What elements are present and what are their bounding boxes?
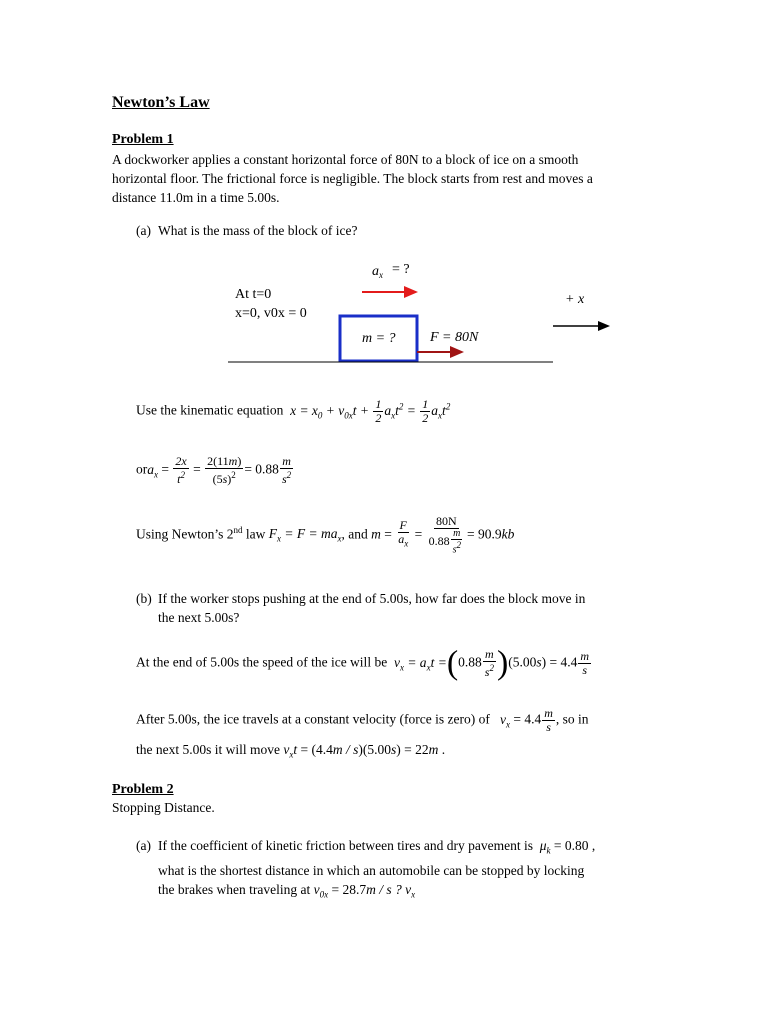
part-a-question: What is the mass of the block of ice?	[158, 223, 358, 238]
p2-line-2: what is the shortest distance in which an automobile can be stopped by locking	[158, 862, 585, 878]
problem-1-intro	[112, 150, 652, 207]
part-a-label: (a)	[136, 223, 151, 238]
after-text-1: After 5.00s, the ice travels at a constant velocity (force is zero) of	[136, 711, 490, 727]
v-value: = 28.7	[331, 881, 367, 897]
newton-law-line: Using Newton’s 2nd law $F_x = F = ma_x$, and m = $\frac{F}{a_x}$ = 80N 0.88 $\frac{m}{s^2}$ = 90.9kb	[136, 514, 515, 556]
axis-label: + x	[565, 292, 585, 307]
kinematic-equation-line	[136, 398, 450, 425]
distance-line: the next 5.00s it will move $v_xt = (4.4m / s)(5.00s) = 22m$ .	[136, 742, 446, 760]
mu-value: = 0.80 ,	[553, 838, 596, 853]
problem-1-part-b	[136, 589, 646, 627]
mass-result: = 90.9	[467, 526, 502, 542]
speed-line: At the end of 5.00s the speed of the ice will be $v_x = a_xt =(0.88$ $\frac{m}{s^2}$ )(5.00s) = 4.4 $\frac{m}{s}$	[136, 644, 590, 682]
accel-symbol: $a_x$	[372, 264, 383, 280]
newton-sup: nd	[233, 524, 243, 535]
newton-text-1: Using Newton’s 2	[136, 526, 234, 542]
intro-line-2: horizontal floor. The frictional force is negligible. The block starts from rest and moves a	[112, 171, 593, 186]
p2-line-1: If the coefficient of kinetic friction between tires and dry pavement is	[158, 838, 533, 853]
and-text: , and	[341, 526, 368, 542]
problem-1-part-a	[136, 221, 646, 240]
accel-value: 0.88	[428, 533, 450, 548]
velocity-line: After 5.00s, the ice travels at a constant velocity (force is zero) of $v_x = 4.4$ $\frac{m}{s}$ , so in	[136, 706, 589, 734]
problem-1-heading: Problem 1	[112, 132, 174, 147]
or-text: or	[136, 461, 148, 477]
force-diagram	[0, 255, 768, 370]
block-label: m = ?	[362, 331, 396, 346]
page-title: Newton’s Law	[112, 94, 210, 111]
kinematic-equation: $x = x_0 + v_{0x}t$ + $\frac{1}{2}$ $a_xt^2$ = $\frac{1}{2}$ $a_xt^2$	[286, 397, 451, 425]
axis-arrowhead	[598, 321, 610, 331]
mass-unit: kb	[501, 526, 515, 542]
after-text-3: the next 5.00s it will move	[136, 742, 280, 757]
problem-2-part-a: (a) If the coefficient of kinetic friction between tires and dry pavement is $\mu_k = 0.80$ , what is the shortest distance in which an automobile can be stopped by locking the brakes when traveling at $v_{0x} = 28.7m / s$ ? $v_x$	[136, 836, 646, 904]
p2-line-3: the brakes when traveling at	[158, 881, 311, 897]
part-b-label: (b)	[136, 591, 152, 606]
force-label: F = 80N	[430, 330, 479, 345]
acceleration-line: ora$_x$ = $\frac{2x}{t^2}$ = $\frac{2(11m)}{(5s)^2}$ = 0.88 $\frac{m}{s^2}$	[136, 454, 292, 486]
part-b-question-1: If the worker stops pushing at the end of 5.00s, how far does the block move in	[158, 591, 586, 606]
after-text-2: , so in	[555, 711, 589, 727]
accel-result: = 0.88	[244, 461, 279, 477]
kinematic-text: Use the kinematic equation	[136, 402, 284, 418]
speed-text: At the end of 5.00s the speed of the ice will be	[136, 654, 388, 670]
v-unit: m / s ?	[366, 881, 402, 897]
accel-label: = ?	[392, 262, 410, 277]
force-value: 80N	[435, 514, 457, 528]
intro-line-3: distance 11.0m in a time 5.00s.	[112, 190, 280, 205]
problem-2-heading: Problem 2	[112, 782, 174, 797]
start-condition-1: At t=0	[235, 287, 272, 302]
newton-text-2: law	[245, 526, 266, 542]
accel-arrowhead	[404, 286, 418, 298]
intro-line-1: A dockworker applies a constant horizontal force of 80N to a block of ice on a smooth	[112, 152, 579, 167]
problem-2-subtitle: Stopping Distance.	[112, 800, 215, 815]
p2-part-a-label: (a)	[136, 838, 151, 853]
part-b-question-2: the next 5.00s?	[158, 610, 240, 625]
force-arrowhead	[450, 346, 464, 358]
start-condition-2: x=0, v0x = 0	[235, 306, 307, 321]
